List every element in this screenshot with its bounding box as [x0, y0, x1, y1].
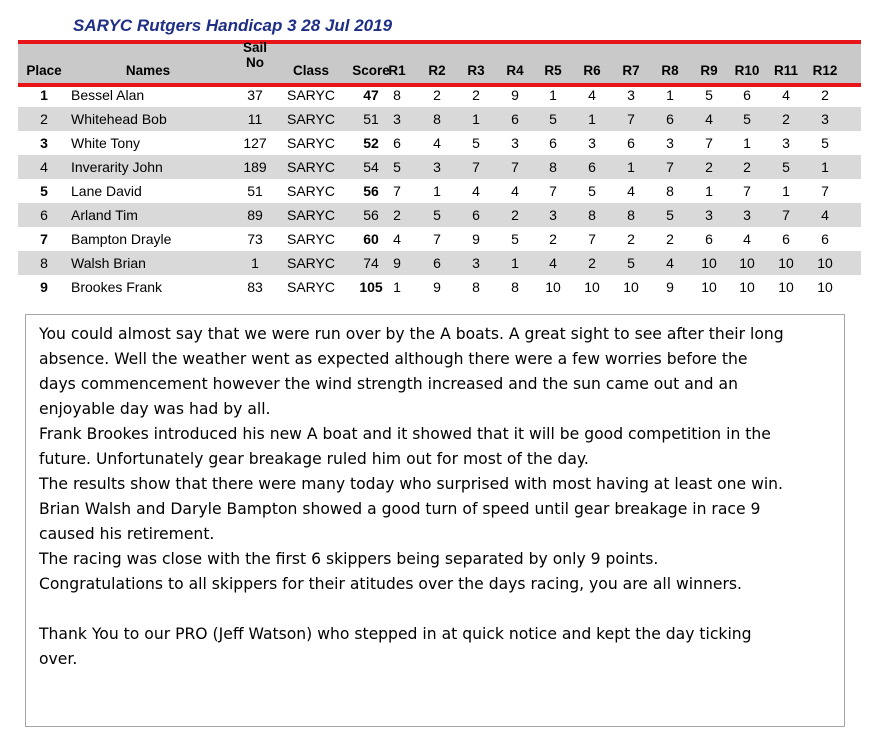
header-race-6: R6 — [583, 63, 601, 78]
report-line: enjoyable day was had by all. — [39, 400, 271, 418]
race-result-cell: 6 — [782, 231, 790, 247]
header-race-9: R9 — [700, 63, 718, 78]
place-cell: 2 — [40, 111, 48, 127]
race-result-cell: 4 — [588, 87, 596, 103]
name-cell: Bessel Alan — [71, 87, 145, 103]
header-race-12: R12 — [812, 63, 838, 78]
name-cell: Bampton Drayle — [71, 231, 172, 247]
sail-number-cell: 89 — [247, 207, 263, 223]
race-result-cell: 7 — [782, 207, 790, 223]
race-result-cell: 3 — [666, 135, 674, 151]
race-result-cell: 10 — [623, 279, 639, 295]
race-result-cell: 7 — [627, 111, 635, 127]
race-result-cell: 6 — [743, 87, 751, 103]
header-place: Place — [26, 63, 62, 78]
score-cell: 52 — [363, 135, 379, 151]
place-cell: 3 — [40, 135, 48, 151]
race-result-cell: 6 — [472, 207, 480, 223]
race-result-cell: 5 — [549, 111, 557, 127]
race-result-cell: 2 — [627, 231, 635, 247]
header-race-10: R10 — [734, 63, 760, 78]
race-result-cell: 5 — [705, 87, 713, 103]
race-result-cell: 4 — [393, 231, 401, 247]
race-result-cell: 3 — [821, 111, 829, 127]
race-result-cell: 4 — [433, 135, 441, 151]
race-result-cell: 2 — [511, 207, 519, 223]
race-result-cell: 6 — [666, 111, 674, 127]
race-result-cell: 5 — [472, 135, 480, 151]
race-result-cell: 1 — [472, 111, 480, 127]
table-row — [18, 107, 861, 131]
sail-number-cell: 73 — [247, 231, 263, 247]
header-race-11: R11 — [773, 63, 799, 78]
header-race-8: R8 — [661, 63, 679, 78]
race-result-cell: 8 — [472, 279, 480, 295]
race-result-cell: 5 — [433, 207, 441, 223]
race-result-cell: 4 — [627, 183, 635, 199]
race-result-cell: 7 — [549, 183, 557, 199]
race-result-cell: 5 — [511, 231, 519, 247]
score-cell: 105 — [359, 279, 383, 295]
name-cell: Walsh Brian — [71, 255, 146, 271]
race-result-cell: 10 — [778, 255, 794, 271]
race-result-cell: 7 — [821, 183, 829, 199]
report-line: Brian Walsh and Daryle Bampton showed a good turn of speed until gear breakage in race 9 — [39, 500, 761, 518]
score-cell: 51 — [363, 111, 379, 127]
header-race-2: R2 — [428, 63, 446, 78]
race-result-cell: 4 — [821, 207, 829, 223]
header-sail-line2: No — [246, 55, 264, 70]
report-line: days commencement however the wind strength increased and the sun came out and an — [39, 375, 738, 393]
race-result-cell: 10 — [817, 255, 833, 271]
class-cell: SARYC — [287, 183, 335, 199]
race-result-cell: 10 — [545, 279, 561, 295]
header-race-7: R7 — [622, 63, 640, 78]
race-result-cell: 2 — [743, 159, 751, 175]
header-race-3: R3 — [467, 63, 485, 78]
race-result-cell: 2 — [393, 207, 401, 223]
score-cell: 56 — [363, 207, 379, 223]
table-header-row — [18, 40, 861, 83]
race-result-cell: 8 — [511, 279, 519, 295]
race-result-cell: 6 — [588, 159, 596, 175]
class-cell: SARYC — [287, 279, 335, 295]
name-cell: Whitehead Bob — [71, 111, 167, 127]
race-result-cell: 10 — [739, 255, 755, 271]
race-result-cell: 2 — [821, 87, 829, 103]
race-result-cell: 1 — [433, 183, 441, 199]
header-names: Names — [125, 63, 171, 78]
class-cell: SARYC — [287, 255, 335, 271]
race-result-cell: 5 — [666, 207, 674, 223]
race-result-cell: 3 — [511, 135, 519, 151]
race-report-text — [39, 322, 839, 672]
place-cell: 9 — [40, 279, 48, 295]
race-result-cell: 8 — [393, 87, 401, 103]
sail-number-cell: 83 — [247, 279, 263, 295]
place-cell: 5 — [40, 183, 48, 199]
race-result-cell: 3 — [743, 207, 751, 223]
report-line: Thank You to our PRO (Jeff Watson) who stepped in at quick notice and kept the day ticking — [39, 625, 752, 643]
race-result-cell: 8 — [588, 207, 596, 223]
sail-number-cell: 127 — [243, 135, 267, 151]
race-result-cell: 3 — [627, 87, 635, 103]
race-result-cell: 7 — [393, 183, 401, 199]
place-cell: 7 — [40, 231, 48, 247]
race-result-cell: 1 — [549, 87, 557, 103]
race-result-cell: 10 — [778, 279, 794, 295]
report-line: The results show that there were many today who surprised with most having at least one win. — [39, 475, 783, 493]
score-cell: 54 — [363, 159, 379, 175]
race-result-cell: 3 — [472, 255, 480, 271]
sail-number-cell: 11 — [247, 111, 263, 127]
race-result-cell: 5 — [627, 255, 635, 271]
race-result-cell: 6 — [549, 135, 557, 151]
header-sail-line1: Sail — [242, 40, 267, 55]
class-cell: SARYC — [287, 207, 335, 223]
race-result-cell: 2 — [588, 255, 596, 271]
race-result-cell: 4 — [782, 87, 790, 103]
header-sail-no — [234, 40, 276, 80]
name-cell: Lane David — [71, 183, 142, 199]
sail-number-cell: 51 — [247, 183, 263, 199]
race-result-cell: 8 — [627, 207, 635, 223]
place-cell: 4 — [40, 159, 48, 175]
header-race-5: R5 — [544, 63, 562, 78]
table-row — [18, 131, 861, 155]
race-result-cell: 6 — [393, 135, 401, 151]
race-result-cell: 5 — [743, 111, 751, 127]
race-result-cell: 2 — [782, 111, 790, 127]
race-result-cell: 9 — [393, 255, 401, 271]
race-result-cell: 5 — [782, 159, 790, 175]
race-report-box — [25, 314, 845, 727]
race-result-cell: 2 — [549, 231, 557, 247]
race-result-cell: 7 — [705, 135, 713, 151]
race-result-cell: 1 — [588, 111, 596, 127]
class-cell: SARYC — [287, 135, 335, 151]
race-result-cell: 7 — [433, 231, 441, 247]
race-result-cell: 3 — [433, 159, 441, 175]
race-result-cell: 1 — [705, 183, 713, 199]
header-race-1: R1 — [388, 63, 406, 78]
report-line: absence. Well the weather went as expected although there were a few worries before the — [39, 350, 748, 368]
race-result-cell: 9 — [472, 231, 480, 247]
race-result-cell: 3 — [393, 111, 401, 127]
table-row — [18, 203, 861, 227]
place-cell: 1 — [40, 87, 48, 103]
race-result-cell: 9 — [511, 87, 519, 103]
race-result-cell: 1 — [511, 255, 519, 271]
race-result-cell: 4 — [549, 255, 557, 271]
race-result-cell: 2 — [433, 87, 441, 103]
report-line: You could almost say that we were run over by the A boats. A great sight to see after their long — [39, 325, 784, 343]
race-result-cell: 3 — [705, 207, 713, 223]
race-result-cell: 10 — [817, 279, 833, 295]
report-line: over. — [39, 650, 78, 668]
race-result-cell: 4 — [511, 183, 519, 199]
name-cell: Arland Tim — [71, 207, 138, 223]
report-line: Congratulations to all skippers for their atitudes over the days racing, you are all winners. — [39, 575, 742, 593]
race-result-cell: 1 — [782, 183, 790, 199]
race-result-cell: 1 — [627, 159, 635, 175]
sail-number-cell: 37 — [247, 87, 263, 103]
table-row — [18, 251, 861, 275]
table-row — [18, 275, 861, 299]
race-result-cell: 8 — [549, 159, 557, 175]
header-class: Class — [292, 63, 330, 78]
race-result-cell: 4 — [666, 255, 674, 271]
race-result-cell: 2 — [472, 87, 480, 103]
race-result-cell: 6 — [511, 111, 519, 127]
race-result-cell: 6 — [705, 231, 713, 247]
race-result-cell: 3 — [782, 135, 790, 151]
score-cell: 60 — [363, 231, 379, 247]
race-result-cell: 4 — [472, 183, 480, 199]
race-result-cell: 7 — [511, 159, 519, 175]
sail-number-cell: 189 — [243, 159, 267, 175]
report-line: The racing was close with the first 6 skippers being separated by only 9 points. — [39, 550, 659, 568]
header-race-4: R4 — [506, 63, 524, 78]
race-result-cell: 5 — [393, 159, 401, 175]
header-bottom-divider — [18, 83, 861, 87]
race-result-cell: 6 — [433, 255, 441, 271]
report-line: Frank Brookes introduced his new A boat and it showed that it will be good competition in the — [39, 425, 771, 443]
name-cell: White Tony — [71, 135, 140, 151]
table-row — [18, 155, 861, 179]
race-result-cell: 7 — [472, 159, 480, 175]
table-row — [18, 179, 861, 203]
race-result-cell: 9 — [433, 279, 441, 295]
score-cell: 47 — [363, 87, 379, 103]
race-result-cell: 10 — [701, 255, 717, 271]
name-cell: Brookes Frank — [71, 279, 163, 295]
page-title: SARYC Rutgers Handicap 3 28 Jul 2019 — [73, 16, 393, 35]
race-result-cell: 1 — [821, 159, 829, 175]
race-result-cell: 2 — [705, 159, 713, 175]
sail-number-cell: 1 — [251, 255, 259, 271]
race-result-cell: 7 — [666, 159, 674, 175]
race-result-cell: 8 — [666, 183, 674, 199]
class-cell: SARYC — [287, 159, 335, 175]
race-result-cell: 7 — [743, 183, 751, 199]
race-result-cell: 10 — [739, 279, 755, 295]
table-row — [18, 227, 861, 251]
race-result-cell: 9 — [666, 279, 674, 295]
name-cell: Inverarity John — [71, 159, 163, 175]
race-result-cell: 4 — [705, 111, 713, 127]
class-cell: SARYC — [287, 231, 335, 247]
race-result-cell: 10 — [701, 279, 717, 295]
class-cell: SARYC — [287, 111, 335, 127]
place-cell: 6 — [40, 207, 48, 223]
report-line: future. Unfortunately gear breakage ruled him out for most of the day. — [39, 450, 589, 468]
report-line — [39, 597, 839, 622]
race-result-cell: 4 — [743, 231, 751, 247]
header-score: Score — [352, 63, 390, 78]
race-result-cell: 1 — [666, 87, 674, 103]
report-line: caused his retirement. — [39, 525, 215, 543]
race-result-cell: 6 — [821, 231, 829, 247]
race-result-cell: 5 — [588, 183, 596, 199]
race-result-cell: 3 — [549, 207, 557, 223]
race-result-cell: 7 — [588, 231, 596, 247]
race-result-cell: 10 — [584, 279, 600, 295]
race-result-cell: 3 — [588, 135, 596, 151]
race-result-cell: 1 — [393, 279, 401, 295]
score-cell: 56 — [363, 183, 379, 199]
race-result-cell: 6 — [627, 135, 635, 151]
race-result-cell: 5 — [821, 135, 829, 151]
race-result-cell: 8 — [433, 111, 441, 127]
place-cell: 8 — [40, 255, 48, 271]
class-cell: SARYC — [287, 87, 335, 103]
race-result-cell: 2 — [666, 231, 674, 247]
score-cell: 74 — [363, 255, 379, 271]
race-result-cell: 1 — [743, 135, 751, 151]
